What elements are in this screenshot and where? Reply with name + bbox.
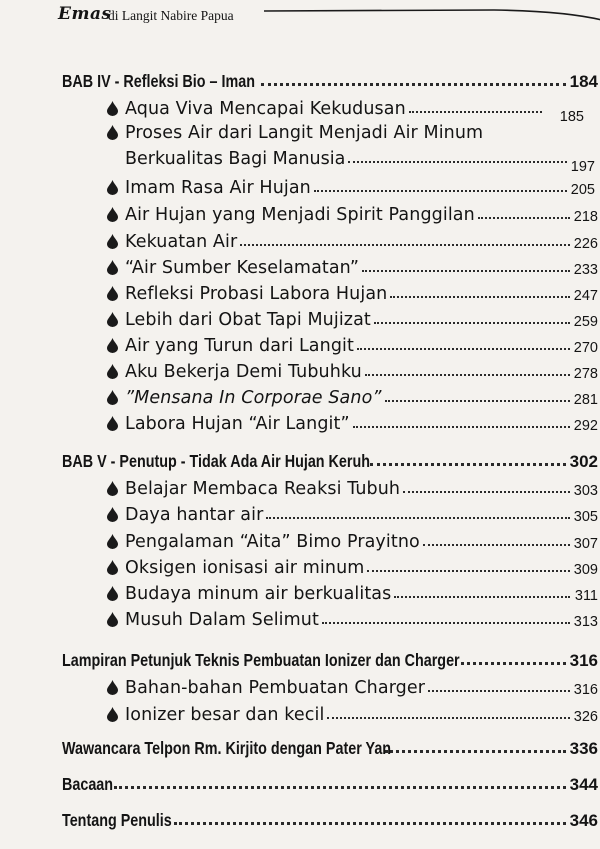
drop-bullet-icon <box>107 207 118 222</box>
section-title: Tentang Penulis <box>62 810 172 830</box>
chapter-bab-v <box>62 444 598 472</box>
dot-leader <box>390 296 569 298</box>
entry-page-number: 292 <box>573 418 598 434</box>
dot-leader <box>362 270 570 272</box>
drop-bullet-icon <box>107 507 118 522</box>
dot-leader <box>461 662 566 665</box>
section-bacaan <box>62 767 598 795</box>
dot-leader <box>385 750 565 753</box>
chapter-page-number: 302 <box>569 452 598 471</box>
dot-leader <box>374 322 570 324</box>
drop-bullet-icon <box>107 560 118 575</box>
entry-page-number: 281 <box>573 392 598 408</box>
dot-leader <box>357 348 570 350</box>
toc-entry <box>107 250 598 278</box>
dot-leader <box>394 596 570 598</box>
toc-entry <box>107 697 598 725</box>
drop-bullet-icon <box>107 125 118 140</box>
entry-label: ”Mensana In Corporae Sano” <box>125 388 382 408</box>
toc-entry <box>107 406 598 434</box>
dot-leader <box>266 517 569 519</box>
entry-label: Pengalaman “Aita” Bimo Prayitno <box>125 532 420 552</box>
dot-leader <box>327 717 569 719</box>
dot-leader <box>478 217 570 219</box>
chapter-page-number: 184 <box>569 72 598 91</box>
entry-page-number: 259 <box>573 314 598 330</box>
entry-page-number: 313 <box>573 614 598 630</box>
toc-entry <box>107 354 598 382</box>
drop-bullet-icon <box>107 612 118 627</box>
entry-label: Imam Rasa Air Hujan <box>125 178 311 198</box>
section-title: Wawancara Telpon Rm. Kirjito dengan Pater Yan <box>62 738 392 758</box>
entry-page-number: 185 <box>559 109 584 125</box>
dot-leader <box>385 400 570 402</box>
entry-page-number: 197 <box>570 159 595 175</box>
entry-label: Musuh Dalam Selimut <box>125 610 319 630</box>
entry-label: Aqua Viva Mencapai Kekudusan <box>125 99 406 119</box>
toc-entry-line2 <box>125 141 595 175</box>
entry-page-number: 305 <box>573 509 598 525</box>
dot-leader <box>348 161 566 163</box>
entry-page-number: 247 <box>573 288 598 304</box>
header-brand: Emas <box>58 4 112 24</box>
drop-bullet-icon <box>107 416 118 431</box>
toc-entry <box>107 197 598 225</box>
drop-bullet-icon <box>107 586 118 601</box>
chapter-title: BAB IV - Refleksi Bio – Iman <box>62 71 255 91</box>
entry-page-number: 316 <box>573 682 598 698</box>
dot-leader <box>370 463 566 466</box>
toc-entry <box>107 471 598 499</box>
chapter-title: BAB V - Penutup - Tidak Ada Air Hujan Keruh <box>62 451 371 471</box>
drop-bullet-icon <box>107 481 118 496</box>
drop-bullet-icon <box>107 260 118 275</box>
toc-entry <box>107 302 598 330</box>
toc-entry-line1 <box>107 115 577 143</box>
toc-entry <box>107 328 598 356</box>
entry-label: Lebih dari Obat Tapi Mujizat <box>125 310 371 330</box>
entry-label: “Air Sumber Keselamatan” <box>125 258 360 278</box>
drop-bullet-icon <box>107 680 118 695</box>
section-title: Lampiran Petunjuk Teknis Pembuatan Ionizer dan Charger <box>62 650 460 670</box>
entry-label: Proses Air dari Langit Menjadi Air Minum <box>125 123 484 143</box>
dot-leader <box>409 111 542 113</box>
entry-page-number: 233 <box>573 262 598 278</box>
dot-leader <box>365 374 570 376</box>
entry-label: Daya hantar air <box>125 505 264 525</box>
entry-label: Budaya minum air berkualitas <box>125 584 392 604</box>
toc-entry <box>107 380 598 408</box>
toc-entry <box>107 224 598 252</box>
entry-page-number: 218 <box>573 209 598 225</box>
entry-label: Belajar Membaca Reaksi Tubuh <box>125 479 401 499</box>
entry-page-number: 303 <box>573 483 598 499</box>
entry-label: Ionizer besar dan kecil <box>125 705 325 725</box>
entry-label: Kekuatan Air <box>125 232 238 252</box>
drop-bullet-icon <box>107 707 118 722</box>
toc-entry <box>107 550 598 578</box>
toc-entry <box>107 276 598 304</box>
entry-label: Air Hujan yang Menjadi Spirit Panggilan <box>125 205 475 225</box>
dot-leader <box>423 544 570 546</box>
entry-page-number: 270 <box>573 340 598 356</box>
drop-bullet-icon <box>107 101 118 116</box>
drop-bullet-icon <box>107 534 118 549</box>
drop-bullet-icon <box>107 180 118 195</box>
entry-page-number: 278 <box>573 366 598 382</box>
drop-bullet-icon <box>107 364 118 379</box>
toc-entry <box>107 602 598 630</box>
entry-page-number: 326 <box>573 709 598 725</box>
dot-leader <box>114 786 565 789</box>
entry-label: Labora Hujan “Air Langit” <box>125 414 350 434</box>
dot-leader <box>240 244 570 246</box>
entry-page-number: 205 <box>570 182 595 198</box>
section-page-number: 316 <box>569 651 598 670</box>
drop-bullet-icon <box>107 390 118 405</box>
dot-leader <box>367 570 569 572</box>
entry-label: Refleksi Probasi Labora Hujan <box>125 284 388 304</box>
toc-entry <box>107 670 598 698</box>
entry-label: Oksigen ionisasi air minum <box>125 558 365 578</box>
toc-entry <box>107 576 598 604</box>
chapter-bab-iv <box>62 64 598 92</box>
dot-leader <box>261 83 565 86</box>
entry-label-continuation: Berkualitas Bagi Manusia <box>125 149 346 169</box>
dot-leader <box>403 491 570 493</box>
section-wawancara <box>62 731 598 759</box>
entry-page-number: 309 <box>573 562 598 578</box>
header-title: di Langit Nabire Papua <box>108 8 234 23</box>
dot-leader <box>174 822 566 825</box>
section-lampiran <box>62 643 598 671</box>
dot-leader <box>314 190 567 192</box>
toc-entry <box>107 497 598 525</box>
drop-bullet-icon <box>107 286 118 301</box>
drop-bullet-icon <box>107 234 118 249</box>
entry-page-number: 311 <box>574 588 598 604</box>
section-page-number: 346 <box>569 811 598 830</box>
drop-bullet-icon <box>107 338 118 353</box>
section-tentang-penulis <box>62 803 598 831</box>
entry-label: Aku Bekerja Demi Tubuhku <box>125 362 362 382</box>
toc-entry <box>107 170 595 198</box>
entry-page-number: 226 <box>573 236 598 252</box>
dot-leader <box>353 426 570 428</box>
section-title: Bacaan <box>62 774 114 794</box>
dot-leader <box>428 690 570 692</box>
section-page-number: 344 <box>569 775 598 794</box>
entry-label: Bahan-bahan Pembuatan Charger <box>125 678 426 698</box>
section-page-number: 336 <box>569 739 598 758</box>
entry-page-number: 307 <box>573 536 598 552</box>
drop-bullet-icon <box>107 312 118 327</box>
toc-entry <box>107 524 598 552</box>
entry-label: Air yang Turun dari Langit <box>125 336 354 356</box>
dot-leader <box>322 622 570 624</box>
